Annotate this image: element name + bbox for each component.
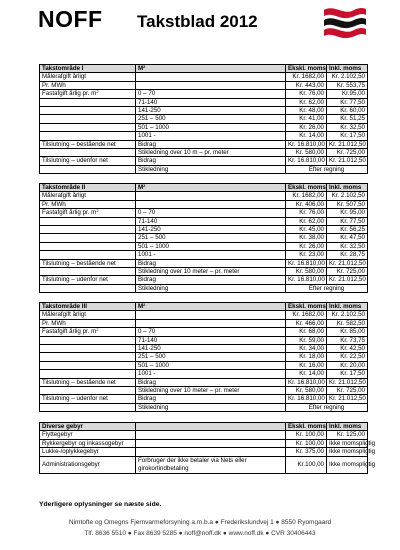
row-label (40, 387, 136, 395)
row-label (40, 336, 136, 344)
table-row (40, 200, 368, 208)
row-label-text: Tilslutning – udenfor net (42, 276, 108, 284)
price-incl-vat: Kr. 21.012,50 (327, 378, 368, 386)
row-description: Stikledning (136, 403, 286, 411)
price-incl-vat: Kr. 32,50 (327, 242, 368, 250)
row-description: 251 – 500 (136, 353, 286, 361)
table-row (40, 251, 368, 259)
table-row (40, 217, 368, 225)
row-label (40, 276, 136, 284)
price-incl-vat: Kr. 21.012,50 (327, 140, 368, 148)
empty-header (136, 423, 286, 431)
table-row (40, 107, 368, 115)
row-label (40, 268, 136, 276)
row-label (40, 123, 136, 131)
row-label-text: Flyttegebyr (42, 431, 73, 439)
row-label-text: Rykkergebyr og inkassogebyr (42, 439, 124, 447)
table-header-row (40, 65, 368, 73)
footer-address: Nimtofte og Omegns Fjernvarmeforsyning a.m.b.a ● Frederikslundvej 1 ● 8550 Ryomgaard (68, 519, 332, 526)
table-row (40, 234, 368, 242)
m2-label: M (138, 184, 144, 191)
row-description: 71-140 (136, 217, 286, 225)
row-label (40, 345, 136, 353)
row-description: 1001 - (136, 370, 286, 378)
price-incl-vat: Kr.95,00 (327, 90, 368, 98)
price-excl-vat: Kr. 45,00 (286, 226, 327, 234)
table-row (40, 242, 368, 250)
price-excl-vat: Kr. 16.810,00 (286, 140, 327, 148)
row-label-text: Tilslutning – bestående net (42, 259, 116, 267)
price-excl-vat: Kr. 16.810,00 (286, 395, 327, 403)
row-label (40, 81, 136, 89)
row-description (136, 81, 286, 89)
price-incl-vat: Kr. 553,75 (327, 81, 368, 89)
row-description (136, 311, 286, 319)
row-label (40, 395, 136, 403)
incl-vat-header: Inkl. moms (327, 303, 368, 311)
row-label (40, 90, 136, 98)
price-incl-vat: Ikke momspligtig (327, 439, 368, 447)
price-excl-vat: Kr. 38,00 (286, 234, 327, 242)
row-label (40, 192, 136, 200)
m2-superscript: 2 (143, 183, 146, 188)
row-description (136, 319, 286, 327)
row-description (136, 73, 286, 81)
price-excl-vat: Kr. 375,00 (286, 448, 327, 456)
table-row (40, 259, 368, 267)
row-label (40, 403, 136, 411)
row-label (40, 251, 136, 259)
price-incl-vat: Kr. 21.012,50 (327, 259, 368, 267)
tariff-area-3 (39, 302, 367, 412)
table-row (40, 395, 368, 403)
price-excl-vat: Kr. 26,00 (286, 123, 327, 131)
price-incl-vat: Kr. 20,00 (327, 361, 368, 369)
price-incl-vat: Kr. 17,50 (327, 370, 368, 378)
row-label (40, 140, 136, 148)
row-description (136, 448, 286, 456)
row-description: Stikledning (136, 284, 286, 292)
row-label (40, 361, 136, 369)
note-text: Yderligere oplysninger se næste side. (39, 501, 162, 508)
row-label (40, 311, 136, 319)
row-label-text: Pr. MWh (42, 200, 66, 208)
row-description (136, 192, 286, 200)
row-label-text: Fastafgift årlig pr. m (42, 328, 97, 336)
fees-table (39, 422, 376, 474)
row-label-text: Pr. MWh (42, 81, 66, 89)
excl-vat-header: Ekskl. moms (286, 65, 327, 73)
row-merged-value: Efter regning (286, 284, 368, 292)
row-label-text: Administrationsgebyr (42, 460, 100, 468)
price-excl-vat: Kr. 59,00 (286, 336, 327, 344)
price-incl-vat: Kr. 2.102,50 (327, 311, 368, 319)
table-header-row (40, 303, 368, 311)
row-label (40, 353, 136, 361)
tariff-table (39, 302, 368, 412)
row-description: Bidrag (136, 157, 286, 165)
row-label (40, 448, 136, 456)
incl-vat-header: Inkl. moms (327, 184, 368, 192)
row-description: 0 – 70 (136, 328, 286, 336)
row-label (40, 149, 136, 157)
tariff-area-2 (39, 183, 367, 293)
price-incl-vat: Kr. 21.012,50 (327, 395, 368, 403)
price-incl-vat: Ikke momspligtig (327, 448, 368, 456)
table-row (40, 149, 368, 157)
table-row (40, 328, 368, 336)
row-label (40, 319, 136, 327)
price-excl-vat: Kr. 68,00 (286, 328, 327, 336)
row-description: Stikledning over 10 m – pr. meter (136, 149, 286, 157)
price-excl-vat: Kr. 62,00 (286, 98, 327, 106)
price-excl-vat: Kr. 1682,00 (286, 192, 327, 200)
row-label-text: Tilslutning – bestående net (42, 378, 116, 386)
row-description: 71-140 (136, 336, 286, 344)
price-excl-vat: Kr. 580,00 (286, 387, 327, 395)
table-row (40, 387, 368, 395)
table-row (40, 98, 368, 106)
table-row (40, 140, 368, 148)
table-row (40, 284, 368, 292)
row-description: 501 – 1000 (136, 361, 286, 369)
row-description: Bidrag (136, 276, 286, 284)
price-incl-vat: Kr. 17,50 (327, 132, 368, 140)
row-label (40, 378, 136, 386)
row-label-text: Fastafgift årlig pr. m (42, 90, 97, 98)
price-incl-vat: Kr. 507,50 (327, 200, 368, 208)
table-row (40, 90, 368, 98)
price-incl-vat: Kr. 47,50 (327, 234, 368, 242)
row-label (40, 439, 136, 447)
price-excl-vat: Kr. 41,00 (286, 115, 327, 123)
price-excl-vat: Kr. 1682,00 (286, 73, 327, 81)
table-row (40, 319, 368, 327)
price-incl-vat: Kr. 125,00 (327, 431, 368, 439)
row-label-text: Tilslutning – udenfor net (42, 395, 108, 403)
company-logo (322, 6, 368, 42)
row-description: 251 – 500 (136, 234, 286, 242)
table-row (40, 73, 368, 81)
price-incl-vat: Kr. 2.102,50 (327, 73, 368, 81)
price-excl-vat: Kr. 16.810,00 (286, 276, 327, 284)
area-heading: Takstområde I (40, 65, 136, 73)
price-excl-vat: Kr. 26,00 (286, 242, 327, 250)
table-row (40, 353, 368, 361)
row-label (40, 226, 136, 234)
logo-black-wave (324, 18, 366, 28)
price-excl-vat: Kr. 580,00 (286, 149, 327, 157)
price-excl-vat: Kr. 76,00 (286, 90, 327, 98)
row-label-text: Målerafgift årligt (42, 192, 87, 200)
row-label (40, 328, 136, 336)
table-row (40, 370, 368, 378)
price-excl-vat: Kr. 23,00 (286, 251, 327, 259)
price-incl-vat: Kr. 21.012,50 (327, 157, 368, 165)
row-description: 141-250 (136, 226, 286, 234)
row-label-text: Målerafgift årligt (42, 311, 87, 319)
row-merged-value: Efter regning (286, 403, 368, 411)
price-excl-vat: Kr. 100,00 (286, 439, 327, 447)
price-excl-vat: Kr. 100,00 (286, 431, 327, 439)
price-incl-vat: Ikke momspligtig (327, 456, 368, 473)
table-row (40, 448, 368, 456)
price-incl-vat: Kr. 21.012,50 (327, 276, 368, 284)
table-row (40, 276, 368, 284)
excl-vat-header: Ekskl. moms (286, 184, 327, 192)
footer-contact: Tlf. 8636 5510 ● Fax 8639 5285 ● noff@noff.dk ● www.noff.dk ● CVR 30406443 (84, 530, 316, 537)
row-label (40, 132, 136, 140)
row-label-superscript: 2 (96, 327, 99, 333)
row-label (40, 234, 136, 242)
price-excl-vat: Kr. 406,00 (286, 200, 327, 208)
price-excl-vat: Kr. 34,00 (286, 345, 327, 353)
price-incl-vat: Kr. 22,50 (327, 353, 368, 361)
table-row (40, 311, 368, 319)
m2-header (136, 65, 286, 73)
area-heading: Takstområde II (40, 184, 136, 192)
row-label-text: Pr. MWh (42, 319, 66, 327)
m2-label: M (138, 65, 144, 72)
price-excl-vat: Kr. 466,00 (286, 319, 327, 327)
row-description: Bidrag (136, 259, 286, 267)
price-incl-vat: Kr. 725,00 (327, 268, 368, 276)
m2-superscript: 2 (143, 64, 146, 69)
price-excl-vat: Kr. 16.810,00 (286, 157, 327, 165)
table-row (40, 345, 368, 353)
row-description: 71-140 (136, 98, 286, 106)
row-label (40, 242, 136, 250)
row-description: 501 – 1000 (136, 123, 286, 131)
price-excl-vat: Kr. 580,00 (286, 268, 327, 276)
row-label (40, 157, 136, 165)
row-description: Forbruger der ikke betaler via Nets eller girokortindbetaling (136, 456, 286, 473)
row-description: 251 – 500 (136, 115, 286, 123)
table-row (40, 157, 368, 165)
row-description: Bidrag (136, 395, 286, 403)
m2-header (136, 303, 286, 311)
price-excl-vat: Kr.100,00 (286, 456, 327, 473)
table-header-row (40, 423, 368, 431)
table-row (40, 431, 368, 439)
incl-vat-header: Inkl. moms (327, 65, 368, 73)
logo-red-wave-bottom (324, 28, 366, 38)
price-incl-vat: Kr. 77,50 (327, 217, 368, 225)
row-label (40, 431, 136, 439)
row-description: 0 – 70 (136, 209, 286, 217)
price-incl-vat: Kr. 2.102,50 (327, 192, 368, 200)
row-description: 1001 - (136, 251, 286, 259)
row-label-superscript: 2 (96, 208, 99, 214)
price-excl-vat: Kr. 16.810,00 (286, 259, 327, 267)
tariff-area-1 (39, 64, 367, 174)
price-incl-vat: Kr. 77,50 (327, 98, 368, 106)
row-label-text: Lukke-/oplykkegebyr (42, 448, 99, 456)
table-row (40, 209, 368, 217)
row-description (136, 439, 286, 447)
table-row (40, 226, 368, 234)
row-label-text: Tilslutning – bestående net (42, 140, 116, 148)
row-description (136, 431, 286, 439)
row-description (136, 200, 286, 208)
row-label-superscript: 2 (96, 89, 99, 95)
price-excl-vat: Kr. 14,00 (286, 370, 327, 378)
table-row (40, 115, 368, 123)
incl-vat-header: Inkl. moms (327, 423, 368, 431)
price-excl-vat: Kr. 443,00 (286, 81, 327, 89)
row-label (40, 370, 136, 378)
price-incl-vat: Kr. 28,75 (327, 251, 368, 259)
table-row (40, 361, 368, 369)
row-label-text: Fastafgift årlig pr. m (42, 209, 97, 217)
price-incl-vat: Kr. 725,00 (327, 149, 368, 157)
row-label-text: Målerafgift årligt (42, 73, 87, 81)
row-label (40, 107, 136, 115)
row-description: 501 – 1000 (136, 242, 286, 250)
price-excl-vat: Kr. 76,00 (286, 209, 327, 217)
brand-name: NOFF (38, 6, 103, 32)
price-excl-vat: Kr. 16,00 (286, 361, 327, 369)
price-incl-vat: Kr. 51,25 (327, 115, 368, 123)
row-merged-value: Efter regning (286, 165, 368, 173)
row-description: 141-250 (136, 345, 286, 353)
excl-vat-header: Ekskl. moms (286, 303, 327, 311)
row-label-text: Tilslutning – udenfor net (42, 157, 108, 165)
row-label (40, 217, 136, 225)
table-row (40, 403, 368, 411)
table-row (40, 268, 368, 276)
row-label (40, 456, 136, 473)
row-label (40, 200, 136, 208)
price-incl-vat: Kr. 725,00 (327, 387, 368, 395)
area-heading: Takstområde III (40, 303, 136, 311)
table-row (40, 123, 368, 131)
price-excl-vat: Kr. 14,00 (286, 132, 327, 140)
row-description: Stikledning over 10 meter – pr. meter (136, 387, 286, 395)
price-incl-vat: Kr. 73,75 (327, 336, 368, 344)
row-label (40, 73, 136, 81)
table-row (40, 81, 368, 89)
row-label (40, 115, 136, 123)
row-description: 141-250 (136, 107, 286, 115)
row-description: Bidrag (136, 140, 286, 148)
page-title: Takstblad 2012 (137, 12, 258, 31)
table-row (40, 132, 368, 140)
price-excl-vat: Kr. 62,00 (286, 217, 327, 225)
misc-fees (39, 422, 376, 474)
row-description: Stikledning (136, 165, 286, 173)
m2-header (136, 184, 286, 192)
row-label (40, 284, 136, 292)
price-excl-vat: Kr. 16.810,00 (286, 378, 327, 386)
fees-heading: Diverse gebyr (40, 423, 136, 431)
price-incl-vat: Kr. 85,00 (327, 328, 368, 336)
table-row (40, 439, 368, 447)
row-label (40, 165, 136, 173)
price-excl-vat: Kr. 18,00 (286, 353, 327, 361)
price-excl-vat: Kr. 48,00 (286, 107, 327, 115)
table-row (40, 165, 368, 173)
price-incl-vat: Kr. 32,50 (327, 123, 368, 131)
tariff-table (39, 183, 368, 293)
row-label (40, 98, 136, 106)
table-row (40, 378, 368, 386)
logo-red-wave-top (324, 8, 366, 18)
row-description: Bidrag (136, 378, 286, 386)
m2-label: M (138, 303, 144, 310)
price-incl-vat: Kr. 42,50 (327, 345, 368, 353)
m2-superscript: 2 (143, 302, 146, 307)
price-incl-vat: Kr. 582,50 (327, 319, 368, 327)
tariff-table (39, 64, 368, 174)
row-label (40, 209, 136, 217)
excl-vat-header: Ekskl. moms (286, 423, 327, 431)
table-row (40, 336, 368, 344)
price-incl-vat: Kr. 60,00 (327, 107, 368, 115)
price-incl-vat: Kr. 56,25 (327, 226, 368, 234)
row-description: 0 – 70 (136, 90, 286, 98)
row-label (40, 259, 136, 267)
table-row (40, 456, 368, 473)
price-excl-vat: Kr. 1682,00 (286, 311, 327, 319)
table-row (40, 192, 368, 200)
row-description: 1001 - (136, 132, 286, 140)
row-description: Stikledning over 10 meter – pr. meter (136, 268, 286, 276)
table-header-row (40, 184, 368, 192)
price-incl-vat: Kr. 95,00 (327, 209, 368, 217)
